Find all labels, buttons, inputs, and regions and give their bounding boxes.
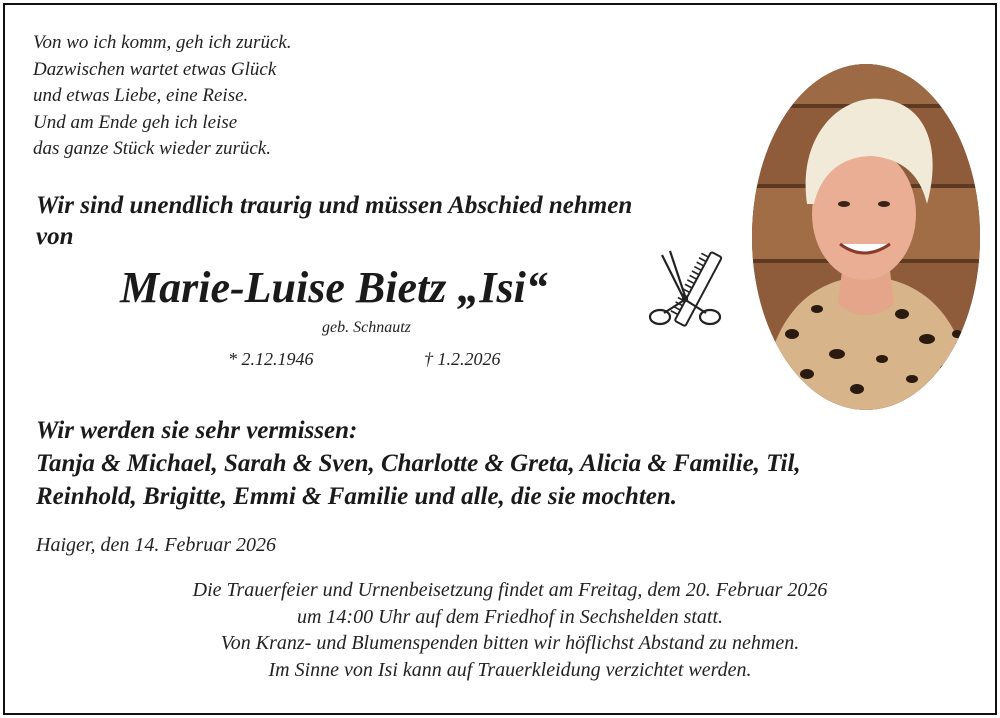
notice-line: Die Trauerfeier und Urnenbeisetzung findet am Freitag, dem 20. Februar 2026 bbox=[192, 579, 828, 601]
poem-line: Von wo ich komm, geh ich zurück. bbox=[33, 32, 292, 53]
funeral-notice bbox=[60, 577, 960, 683]
scissors-comb-icon bbox=[648, 247, 726, 333]
poem-line: das ganze Stück wieder zurück. bbox=[33, 138, 271, 159]
notice-line: Im Sinne von Isi kann auf Trauerkleidung verzichtet werden. bbox=[268, 658, 752, 681]
death-date: † 1.2.2026 bbox=[424, 349, 501, 369]
poem bbox=[33, 30, 292, 163]
portrait-image bbox=[752, 64, 980, 410]
intro-line: von bbox=[36, 223, 74, 250]
mourners-line: Reinhold, Brigitte, Emmi & Familie und alle, die sie mochten. bbox=[36, 483, 678, 510]
poem-line: Und am Ende geh ich leise bbox=[33, 111, 238, 133]
mourners-line: Tanja & Michael, Sarah & Sven, Charlotte & Greta, Alicia & Familie, Til, bbox=[36, 450, 801, 477]
poem-line: Dazwischen wartet etwas Glück bbox=[33, 58, 277, 80]
intro-text bbox=[36, 190, 726, 252]
deceased-name: Marie-Luise Bietz „Isi“ bbox=[120, 263, 548, 312]
intro-line: Wir sind unendlich traurig und müssen Abschied nehmen bbox=[36, 192, 633, 219]
mourners-heading: Wir werden sie sehr vermissen: bbox=[36, 417, 358, 444]
mourners-text bbox=[36, 414, 936, 513]
birth-name: geb. Schnautz bbox=[322, 319, 411, 336]
poem-line: und etwas Liebe, eine Reise. bbox=[33, 85, 249, 106]
notice-line: um 14:00 Uhr auf dem Friedhof in Sechshelden statt. bbox=[296, 605, 724, 628]
notice-line: Von Kranz- und Blumenspenden bitten wir höflichst Abstand zu nehmen. bbox=[220, 632, 800, 654]
portrait-photo bbox=[752, 64, 980, 410]
place-date: Haiger, den 14. Februar 2026 bbox=[36, 534, 276, 556]
birth-date: * 2.12.1946 bbox=[228, 349, 314, 369]
